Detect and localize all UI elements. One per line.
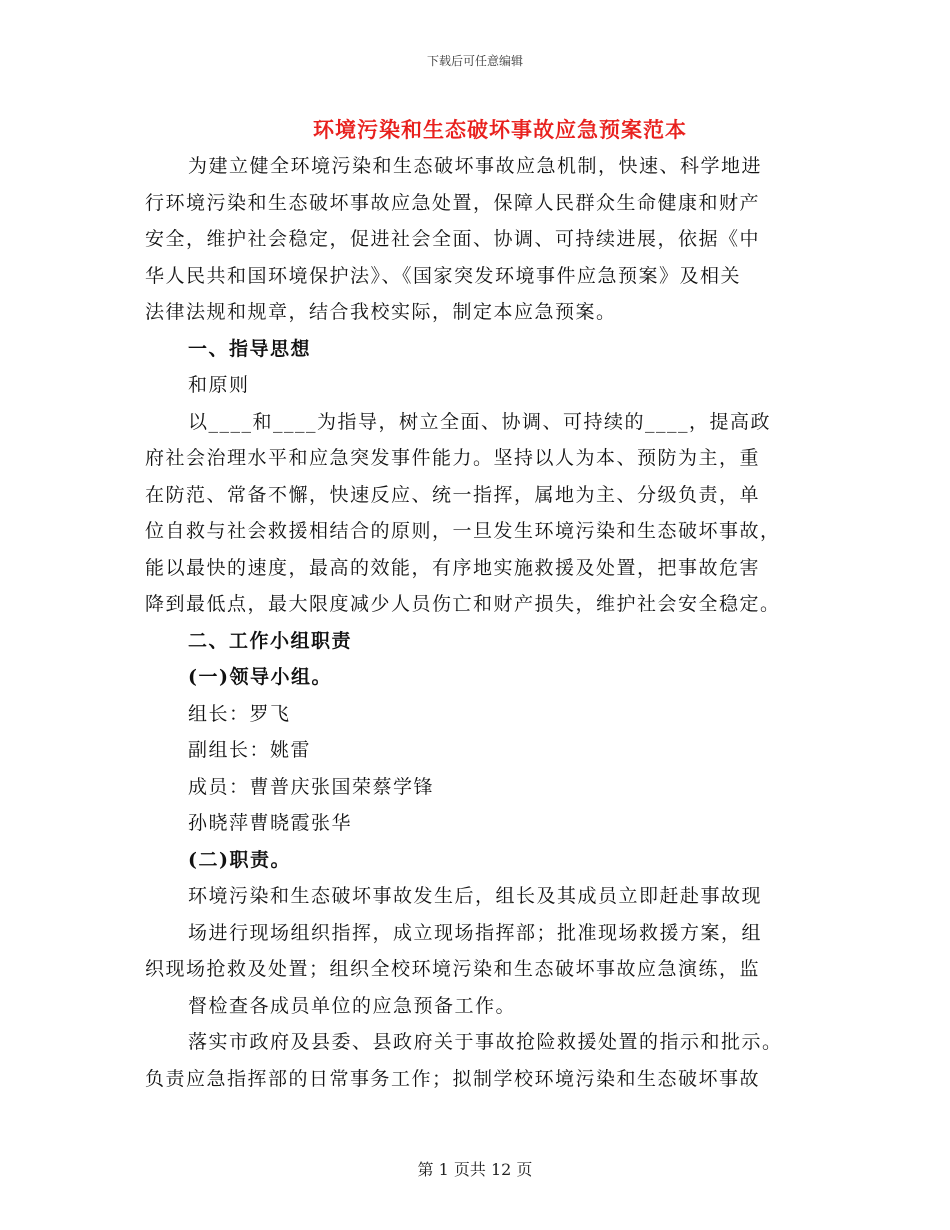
- paragraph-line: 孙晓萍曹晓霞张华: [188, 812, 353, 834]
- paragraph-line: 成员：曹普庆张国荣蔡学锋: [188, 775, 435, 798]
- subsection-heading: (二)职责。: [188, 848, 291, 871]
- paragraph-line: 环境污染和生态破坏事故发生后，组长及其成员立即赶赴事故现: [188, 885, 763, 907]
- paragraph-line: 降到最低点，最大限度减少人员伤亡和财产损失，维护社会安全稳定。: [145, 593, 781, 615]
- paragraph-line: 华人民共和国环境保护法》、《国家突发环境事件应急预案》及相关: [145, 264, 742, 287]
- paragraph-line: 落实市政府及县委、县政府关于事故抢险救援处置的指示和批示。: [188, 1031, 783, 1053]
- paragraph-line: 行环境污染和生态破坏事故应急处置，保障人民群众生命健康和财产: [145, 191, 761, 214]
- paragraph-line: 在防范、常备不懈，快速反应、统一指挥，属地为主、分级负责，单: [145, 483, 761, 506]
- subsection-heading: (一)领导小组。: [188, 666, 332, 688]
- paragraph-line: 为建立健全环境污染和生态破坏事故应急机制，快速、科学地进: [188, 155, 763, 177]
- header-note: 下载后可任意编辑: [426, 54, 523, 68]
- paragraph-line: 位自救与社会救援相结合的原则，一旦发生环境污染和生态破坏事故，: [145, 520, 781, 542]
- section-heading: 二、工作小组职责: [188, 629, 353, 652]
- paragraph-line: 法律法规和规章，结合我校实际，制定本应急预案。: [145, 301, 617, 323]
- document-title: 环境污染和生态破坏事故应急预案范本: [313, 117, 687, 142]
- paragraph-line: 督检查各成员单位的应急预备工作。: [188, 994, 517, 1017]
- paragraph-line: 组长：罗飞: [188, 702, 291, 725]
- section-heading: 一、指导思想: [188, 337, 312, 360]
- paragraph-line: 和原则: [188, 374, 250, 396]
- paragraph-line: 府社会治理水平和应急突发事件能力。坚持以人为本、预防为主，重: [145, 447, 761, 469]
- paragraph-line: 以____和____为指导，树立全面、协调、可持续的____，提高政: [188, 410, 772, 433]
- document-body: [145, 148, 805, 1097]
- paragraph-line: 安全，维护社会稳定，促进社会全面、协调、可持续进展，依据《中: [145, 228, 761, 250]
- paragraph-line: 副组长：姚雷: [188, 739, 312, 761]
- paragraph-line: 织现场抢救及处置；组织全校环境污染和生态破坏事故应急演练，监: [145, 958, 761, 980]
- paragraph-line: 场进行现场组织指挥，成立现场指挥部；批准现场救援方案，组: [188, 921, 763, 944]
- paragraph-line: 负责应急指挥部的日常事务工作；拟制学校环境污染和生态破坏事故: [145, 1067, 761, 1090]
- page-footer: 第 1 页共 12 页: [417, 1160, 533, 1179]
- paragraph-line: 能以最快的速度，最高的效能，有序地实施救援及处置，把事故危害: [145, 556, 761, 579]
